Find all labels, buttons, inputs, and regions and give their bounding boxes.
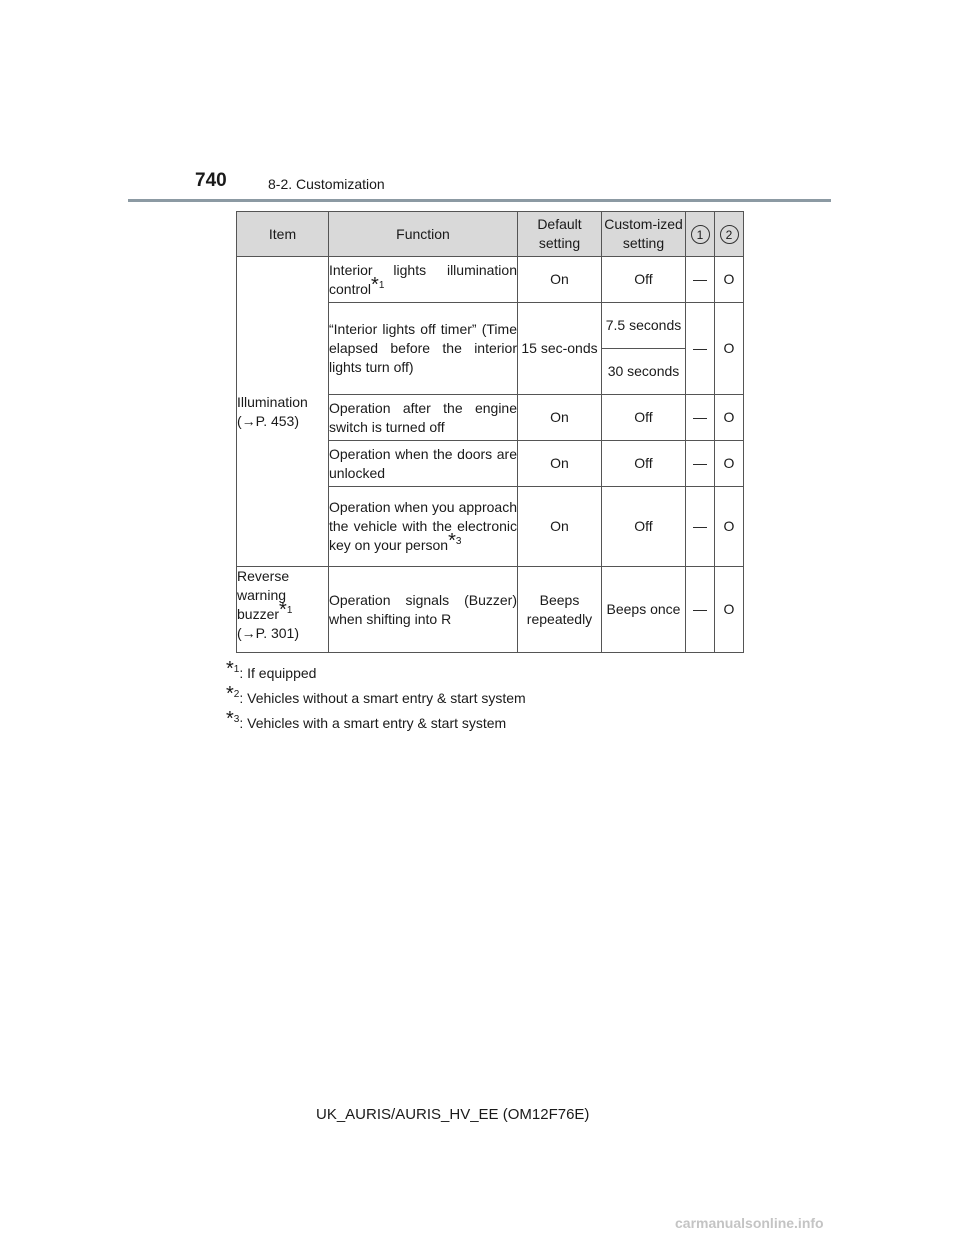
col2-cell: O (715, 395, 744, 441)
col1-cell: — (686, 257, 715, 303)
page-number: 740 (195, 170, 227, 191)
customized-cell: Beeps once (602, 567, 686, 653)
footer-model-code: UK_AURIS/AURIS_HV_EE (OM12F76E) (316, 1106, 590, 1123)
circled-one-icon: 1 (691, 225, 710, 244)
section-title: 8-2. Customization (268, 176, 385, 192)
header-customized-setting: Custom-ized setting (602, 212, 686, 257)
function-cell: Operation when the doors are unlocked (329, 441, 518, 487)
col1-cell: — (686, 303, 715, 395)
table-row (237, 567, 744, 653)
customized-cell: 30 seconds (602, 349, 686, 395)
function-cell: Operation after the engine switch is turned off (329, 395, 518, 441)
default-cell: On (518, 395, 602, 441)
table-row (237, 257, 744, 303)
default-cell: Beeps repeatedly (518, 567, 602, 653)
function-cell: Operation when you approach the vehicle with the electronic key on your person*$^3$ (329, 487, 518, 567)
customized-cell: Off (602, 441, 686, 487)
col2-cell: O (715, 441, 744, 487)
watermark: carmanualsonline.info (675, 1215, 824, 1231)
function-cell: “Interior lights off timer” (Time elapsed before the interior lights turn off) (329, 303, 518, 395)
footnote-2: *$^2$: Vehicles without a smart entry & start system (226, 683, 526, 706)
footnote-1: *$^1$: If equipped (226, 658, 317, 681)
col2-cell: O (715, 567, 744, 653)
col1-cell: — (686, 487, 715, 567)
col2-cell: O (715, 257, 744, 303)
item-reverse-warning-buzzer: Reverse warning buzzer*$^1$ (→P. 301) (237, 567, 329, 653)
col2-cell: O (715, 303, 744, 395)
header-function: Function (329, 212, 518, 257)
customized-cell: Off (602, 257, 686, 303)
col1-cell: — (686, 441, 715, 487)
default-cell: On (518, 487, 602, 567)
col1-cell: — (686, 395, 715, 441)
header-col2 (715, 212, 744, 257)
default-cell: 15 sec-onds (518, 303, 602, 395)
function-cell: Interior lights illumination control*$^1$ (329, 257, 518, 303)
customized-cell: 7.5 seconds (602, 303, 686, 349)
customization-table (236, 211, 744, 653)
footnote-3: *$^3$: Vehicles with a smart entry & start system (226, 708, 507, 731)
header-item: Item (237, 212, 329, 257)
header-default-setting: Default setting (518, 212, 602, 257)
customized-cell: Off (602, 487, 686, 567)
header-rule (128, 199, 831, 202)
col2-cell: O (715, 487, 744, 567)
circled-two-icon: 2 (720, 225, 739, 244)
table-header-row (237, 212, 744, 257)
col1-cell: — (686, 567, 715, 653)
item-illumination: Illumination (→P. 453) (237, 257, 329, 567)
default-cell: On (518, 441, 602, 487)
function-cell: Operation signals (Buzzer) when shifting into R (329, 567, 518, 653)
header-col1 (686, 212, 715, 257)
customized-cell: Off (602, 395, 686, 441)
default-cell: On (518, 257, 602, 303)
